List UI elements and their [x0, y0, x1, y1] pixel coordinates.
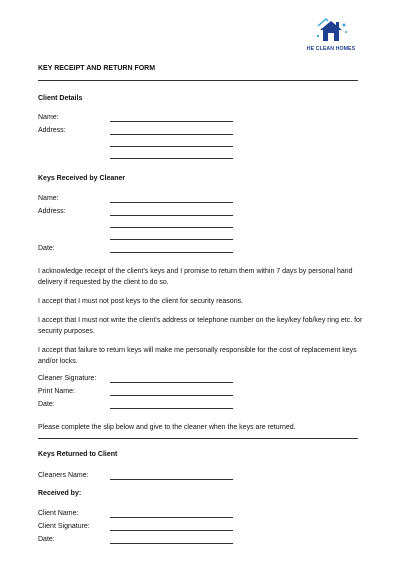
received-date-field[interactable]	[110, 252, 233, 253]
client-name-label: Name:	[38, 114, 59, 121]
return-date-field[interactable]	[110, 543, 233, 544]
no-write-paragraph: I accept that I must not write the client's address or telephone number on the key/key fob/key ring etc. for security purposes.	[38, 317, 363, 335]
cleaner-address-field-1[interactable]	[110, 215, 233, 216]
cleaner-address-field-2[interactable]	[110, 227, 233, 228]
cleaner-name-label: Name:	[38, 195, 59, 202]
cleaner-name-field[interactable]	[110, 202, 233, 203]
form-title: KEY RECEIPT AND RETURN FORM	[38, 65, 156, 72]
client-address-field-3[interactable]	[110, 158, 233, 159]
cleaners-name-field[interactable]	[110, 479, 233, 480]
cleaners-name-label: Cleaners Name:	[38, 472, 89, 479]
divider	[38, 80, 358, 81]
print-name-field[interactable]	[110, 395, 233, 396]
logo-text: HE CLEAN HOMES	[306, 46, 356, 52]
received-by-heading: Received by:	[38, 490, 82, 497]
cleaner-address-label: Address:	[38, 208, 66, 215]
client-signature-label: Client Signature:	[38, 523, 90, 530]
print-name-label: Print Name:	[38, 388, 75, 395]
cleaner-signature-label: Cleaner Signature:	[38, 375, 97, 382]
acknowledgement-paragraph: I acknowledge receipt of the client's keys and I promise to return them within 7 days by personal hand delivery if requested by the client to do so.	[38, 268, 353, 286]
house-icon	[298, 16, 364, 46]
client-address-label: Address:	[38, 127, 66, 134]
company-logo	[298, 16, 364, 56]
client-address-field-2[interactable]	[110, 146, 233, 147]
client-details-heading: Client Details	[38, 95, 83, 102]
failure-paragraph: I accept that failure to return keys will make me personally responsible for the cost of replacement keys and/or locks.	[38, 347, 357, 365]
keys-returned-heading: Keys Returned to Client	[38, 451, 118, 458]
keys-received-heading: Keys Received by Cleaner	[38, 175, 126, 182]
no-post-paragraph: I accept that I must not post keys to the client for security reasons.	[38, 298, 244, 305]
client-signature-field[interactable]	[110, 530, 233, 531]
cleaner-address-field-3[interactable]	[110, 239, 233, 240]
client-name-return-field[interactable]	[110, 517, 233, 518]
cleaner-signature-field[interactable]	[110, 382, 233, 383]
client-name-return-label: Client Name:	[38, 510, 79, 517]
slip-instruction: Please complete the slip below and give to the cleaner when the keys are returned.	[38, 424, 296, 431]
client-name-field[interactable]	[110, 121, 233, 122]
client-address-field-1[interactable]	[110, 134, 233, 135]
signoff-date-label: Date:	[38, 401, 55, 408]
return-date-label: Date:	[38, 536, 55, 543]
signoff-date-field[interactable]	[110, 408, 233, 409]
divider	[38, 438, 358, 439]
received-date-label: Date:	[38, 245, 55, 252]
